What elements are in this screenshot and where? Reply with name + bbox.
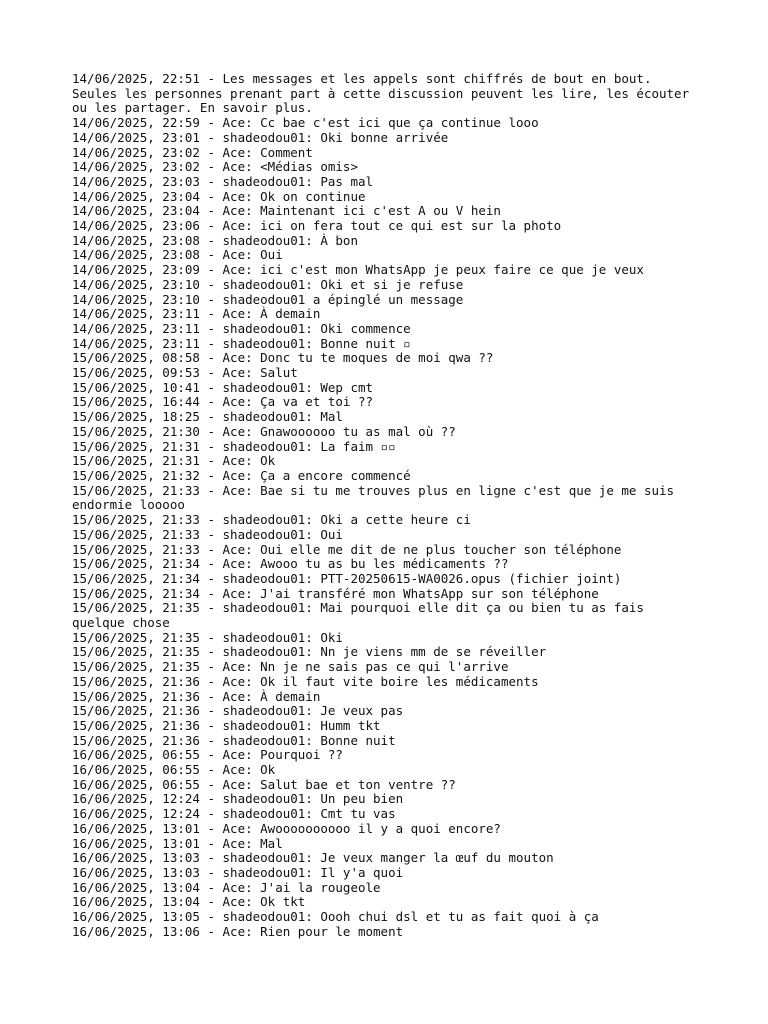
chat-log-line: 16/06/2025, 13:03 - shadeodou01: Je veux manger la œuf du mouton bbox=[72, 850, 554, 866]
chat-log-line: 14/06/2025, 23:10 - shadeodou01 a épinglé un message bbox=[72, 291, 464, 307]
chat-log-line: 16/06/2025, 13:05 - shadeodou01: Oooh chui dsl et tu as fait quoi à ça bbox=[72, 909, 599, 925]
chat-log-line: 15/06/2025, 21:36 - shadeodou01: Humm tkt bbox=[72, 717, 381, 733]
chat-log-line: 15/06/2025, 21:36 - Ace: Ok il faut vite boire les médicaments bbox=[72, 673, 539, 689]
chat-log-line: 16/06/2025, 06:55 - Ace: Pourquoi ?? bbox=[72, 747, 343, 763]
chat-log-line: 15/06/2025, 21:35 - Ace: Nn je ne sais pas ce qui l'arrive bbox=[72, 659, 509, 675]
chat-log-line: 16/06/2025, 13:01 - Ace: Awoooooooooo il y a quoi encore? bbox=[72, 820, 501, 836]
chat-log-line: 15/06/2025, 21:34 - shadeodou01: PTT-20250615-WA0026.opus (fichier joint) bbox=[72, 570, 622, 586]
chat-export-document bbox=[72, 72, 762, 939]
chat-log-line: 16/06/2025, 13:03 - shadeodou01: Il y'a quoi bbox=[72, 864, 404, 880]
chat-log-line: 14/06/2025, 23:11 - shadeodou01: Bonne nuit ▫ bbox=[72, 335, 411, 351]
chat-log-line: 15/06/2025, 21:33 - shadeodou01: Oki a cette heure ci bbox=[72, 512, 471, 528]
chat-log-line: 14/06/2025, 23:06 - Ace: ici on fera tout ce qui est sur la photo bbox=[72, 218, 562, 234]
chat-log-line: 15/06/2025, 10:41 - shadeodou01: Wep cmt bbox=[72, 379, 374, 395]
chat-log-line: 16/06/2025, 06:55 - Ace: Ok bbox=[72, 762, 276, 778]
chat-log-line: 14/06/2025, 23:04 - Ace: Ok on continue bbox=[72, 188, 366, 204]
chat-log-line: 15/06/2025, 21:35 - shadeodou01: Oki bbox=[72, 629, 343, 645]
chat-log-line: 15/06/2025, 08:58 - Ace: Donc tu te moques de moi qwa ?? bbox=[72, 350, 494, 366]
chat-log-line: 14/06/2025, 23:11 - shadeodou01: Oki commence bbox=[72, 320, 411, 336]
chat-log-line: 14/06/2025, 23:11 - Ace: À demain bbox=[72, 306, 321, 322]
chat-log-line: 15/06/2025, 09:53 - Ace: Salut bbox=[72, 365, 298, 381]
chat-log-line: 14/06/2025, 23:10 - shadeodou01: Oki et si je refuse bbox=[72, 276, 464, 292]
chat-log-line: 15/06/2025, 21:34 - Ace: Awooo tu as bu les médicaments ?? bbox=[72, 556, 509, 572]
chat-log-line: 16/06/2025, 12:24 - shadeodou01: Un peu bien bbox=[72, 791, 404, 807]
chat-log-line: 15/06/2025, 21:35 - shadeodou01: Nn je viens mm de se réveiller bbox=[72, 644, 547, 660]
chat-log-line: 14/06/2025, 22:59 - Ace: Cc bae c'est ici que ça continue looo bbox=[72, 115, 539, 131]
chat-log-line: 15/06/2025, 21:35 - shadeodou01: Mai pourquoi elle dit ça ou bien tu as fais bbox=[72, 600, 644, 616]
chat-log-line: endormie looooo bbox=[72, 497, 185, 513]
chat-log-line: 14/06/2025, 23:08 - shadeodou01: À bon bbox=[72, 232, 358, 248]
chat-log-line: 15/06/2025, 21:33 - Ace: Oui elle me dit de ne plus toucher son téléphone bbox=[72, 541, 622, 557]
chat-log-line: 15/06/2025, 21:36 - shadeodou01: Je veux pas bbox=[72, 703, 404, 719]
chat-log-line: 16/06/2025, 13:06 - Ace: Rien pour le moment bbox=[72, 923, 404, 939]
chat-log-line: 15/06/2025, 21:34 - Ace: J'ai transféré mon WhatsApp sur son téléphone bbox=[72, 585, 599, 601]
chat-log-line: 15/06/2025, 16:44 - Ace: Ça va et toi ?? bbox=[72, 394, 374, 410]
chat-log-line: 15/06/2025, 18:25 - shadeodou01: Mal bbox=[72, 409, 343, 425]
chat-log-line: 14/06/2025, 23:08 - Ace: Oui bbox=[72, 247, 283, 263]
chat-log-line: 15/06/2025, 21:33 - Ace: Bae si tu me trouves plus en ligne c'est que je me suis bbox=[72, 482, 675, 498]
chat-log-line: 15/06/2025, 21:36 - shadeodou01: Bonne nuit bbox=[72, 732, 396, 748]
chat-log-line: 15/06/2025, 21:31 - shadeodou01: La faim ▫▫ bbox=[72, 438, 396, 454]
chat-log-line: 15/06/2025, 21:33 - shadeodou01: Oui bbox=[72, 526, 343, 542]
chat-log-line: Seules les personnes prenant part à cette discussion peuvent les lire, les écouter bbox=[72, 85, 690, 101]
chat-log-line: 14/06/2025, 23:09 - Ace: ici c'est mon WhatsApp je peux faire ce que je veux bbox=[72, 262, 644, 278]
chat-log-line: 16/06/2025, 13:04 - Ace: J'ai la rougeole bbox=[72, 879, 381, 895]
chat-log-line: 15/06/2025, 21:32 - Ace: Ça a encore commencé bbox=[72, 467, 411, 483]
chat-log-line: 16/06/2025, 13:01 - Ace: Mal bbox=[72, 835, 283, 851]
chat-log-line: 15/06/2025, 21:30 - Ace: Gnawoooooo tu as mal où ?? bbox=[72, 423, 456, 439]
chat-log-line: 14/06/2025, 23:02 - Ace: Comment bbox=[72, 144, 313, 160]
chat-log-line: 15/06/2025, 21:36 - Ace: À demain bbox=[72, 688, 321, 704]
chat-log-line: 14/06/2025, 22:51 - Les messages et les appels sont chiffrés de bout en bout. bbox=[72, 71, 652, 86]
chat-log-line: 16/06/2025, 13:04 - Ace: Ok tkt bbox=[72, 894, 306, 910]
chat-log-line: ou les partager. En savoir plus. bbox=[72, 100, 313, 116]
chat-log-line: 14/06/2025, 23:01 - shadeodou01: Oki bonne arrivée bbox=[72, 129, 449, 145]
chat-log-line: 15/06/2025, 21:31 - Ace: Ok bbox=[72, 453, 276, 469]
chat-log-line: quelque chose bbox=[72, 615, 170, 631]
chat-log-line: 16/06/2025, 12:24 - shadeodou01: Cmt tu vas bbox=[72, 806, 396, 822]
chat-log-line: 14/06/2025, 23:03 - shadeodou01: Pas mal bbox=[72, 173, 374, 189]
chat-log-line: 14/06/2025, 23:04 - Ace: Maintenant ici c'est A ou V hein bbox=[72, 203, 501, 219]
chat-log-line: 16/06/2025, 06:55 - Ace: Salut bae et ton ventre ?? bbox=[72, 776, 456, 792]
chat-log-line: 14/06/2025, 23:02 - Ace: <Médias omis> bbox=[72, 159, 358, 175]
